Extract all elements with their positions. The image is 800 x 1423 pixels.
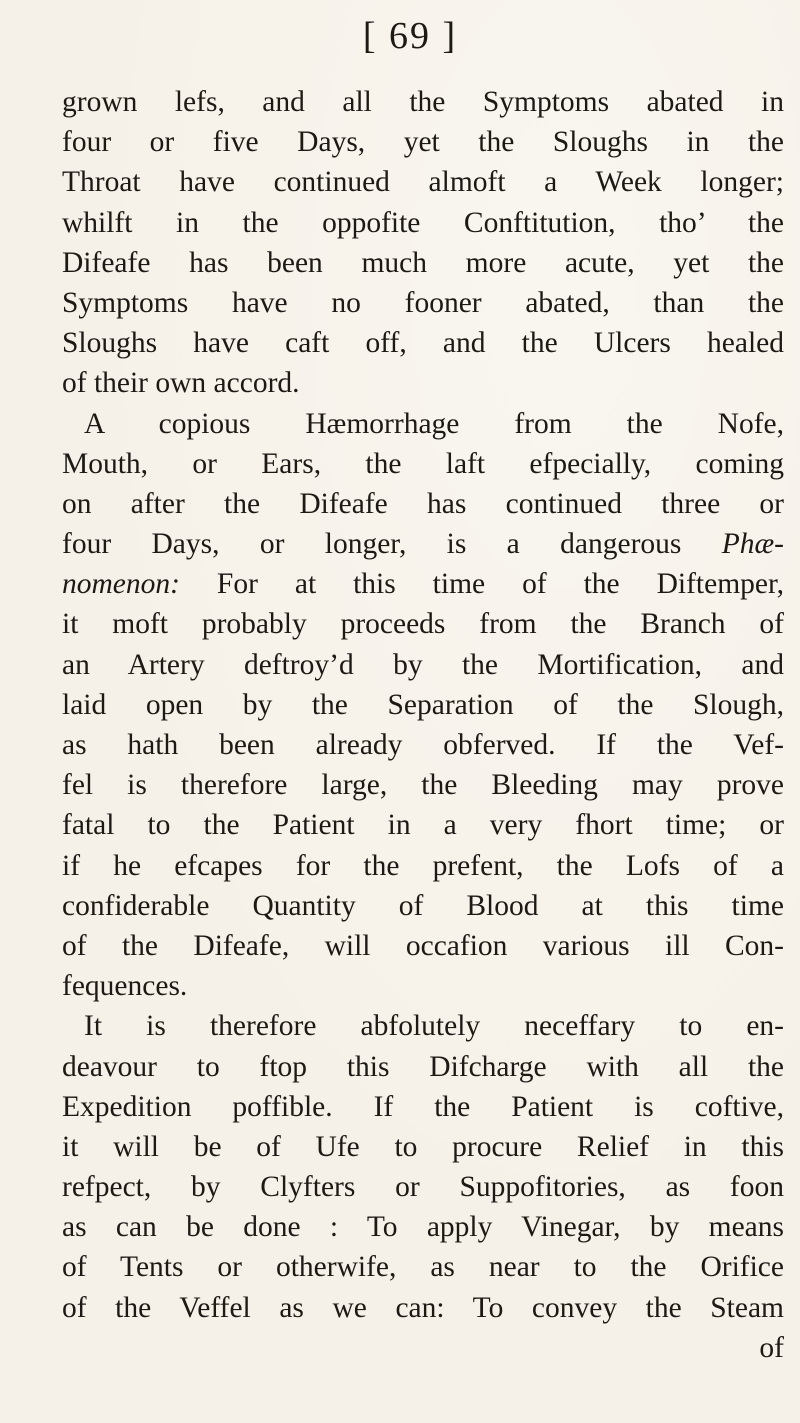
paragraph-first-line: A copious Hæmorrhage from the Nofe, — [84, 407, 784, 440]
text-line: it moft probably proceeds from the Branch of — [62, 608, 784, 641]
catchword: of — [759, 1331, 784, 1364]
italic-word: Phæ- — [721, 528, 784, 561]
text-line: Sloughs have caft off, and the Ulcers healed — [62, 327, 784, 360]
text-line: deavour to ftop this Difcharge with all the — [62, 1050, 784, 1083]
text-line: nomenon: For at this time of the Diftemper, — [62, 568, 784, 601]
text-line: an Artery deftroy’d by the Mortification, and — [62, 648, 784, 681]
text-line: fequences. — [62, 970, 188, 1003]
page-number: [ 69 ] — [362, 15, 458, 57]
text-line: of their own accord. — [62, 367, 300, 400]
text-line: whilft in the oppofite Conftitution, tho’ the — [62, 206, 784, 239]
italic-word: nomenon: — [62, 568, 180, 601]
text-line: as hath been already obferved. If the Vef- — [62, 729, 784, 761]
text-line: it will be of Ufe to procure Relief in this — [62, 1130, 784, 1163]
text-line: Throat have continued almoft a Week longer; — [62, 166, 784, 199]
text-line: Symptoms have no fooner abated, than the — [62, 286, 784, 319]
text-line: four Days, or longer, is a dangerous Phæ- — [62, 528, 784, 561]
paragraph-first-line: It is therefore abfolutely neceffary to en- — [84, 1010, 784, 1043]
text-line: of the Difeafe, will occafion various ill Con- — [62, 929, 784, 962]
text-line: refpect, by Clyfters or Suppofitories, as foon — [62, 1171, 784, 1204]
text-line: fel is therefore large, the Bleeding may prove — [62, 769, 784, 802]
text-line: Difeafe has been much more acute, yet the — [62, 246, 784, 279]
text-line: of the Veffel as we can: To convey the Steam — [62, 1291, 784, 1324]
body-text — [62, 82, 784, 1368]
text-line: confiderable Quantity of Blood at this time — [62, 889, 784, 922]
text-line: as can be done : To apply Vinegar, by means — [62, 1211, 784, 1244]
text-line: four or five Days, yet the Sloughs in the — [62, 126, 784, 159]
text-line: fatal to the Patient in a very fhort time; or — [62, 809, 784, 842]
text-line: if he efcapes for the prefent, the Lofs of a — [62, 849, 784, 882]
text-line: of Tents or otherwife, as near to the Orifice — [62, 1251, 784, 1284]
text-line: laid open by the Separation of the Slough, — [62, 688, 784, 721]
text-line: Expedition poffible. If the Patient is coftive, — [62, 1090, 784, 1123]
text-line: grown lefs, and all the Symptoms abated in — [62, 86, 784, 118]
text-line: on after the Difeafe has continued three or — [62, 487, 784, 520]
text-line: Mouth, or Ears, the laft efpecially, coming — [62, 447, 784, 480]
